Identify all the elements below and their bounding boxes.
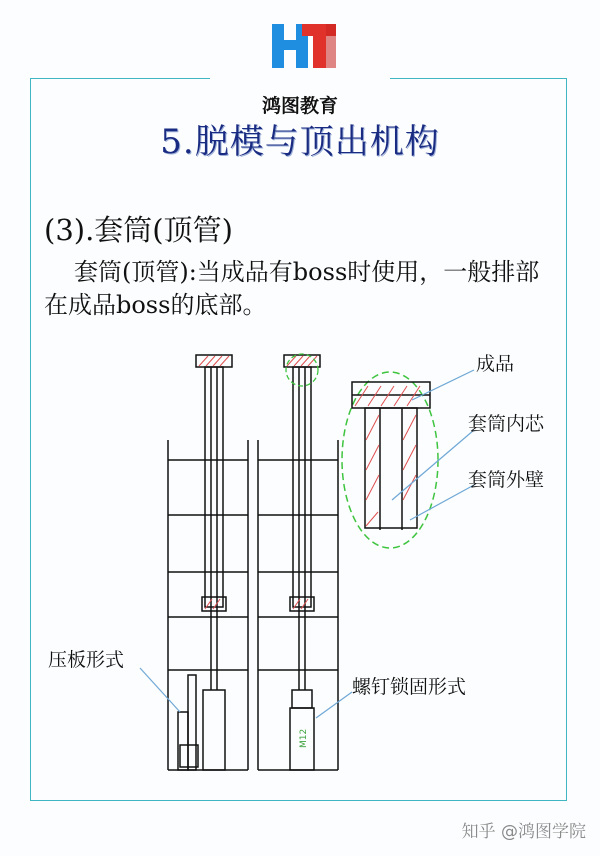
label-press-plate: 压板形式 bbox=[48, 649, 125, 671]
right-plate-lines bbox=[258, 460, 338, 770]
enlarged-detail bbox=[342, 372, 438, 548]
label-product: 成品 bbox=[476, 353, 515, 375]
label-inner-core: 套筒内芯 bbox=[468, 413, 545, 435]
left-sleeve bbox=[178, 355, 232, 770]
leader-lines bbox=[140, 370, 474, 718]
section-description: 套筒(顶管):当成品有boss时使用，一般排部在成品boss的底部。 bbox=[44, 258, 540, 319]
page-title: 5.脱模与顶出机构 bbox=[160, 122, 440, 162]
label-outer-wall: 套筒外壁 bbox=[468, 469, 545, 491]
section-heading: (3).套筒(顶管) bbox=[44, 213, 233, 247]
right-sleeve bbox=[284, 355, 320, 770]
watermark: 知乎 @鸿图学院 bbox=[461, 822, 586, 842]
label-screw-lock: 螺钉锁固形式 bbox=[352, 676, 467, 698]
thread-label: M12 bbox=[299, 728, 309, 748]
detail-marker bbox=[286, 354, 318, 386]
brand-name: 鸿图教育 bbox=[261, 95, 338, 117]
left-plate-lines bbox=[168, 460, 248, 770]
